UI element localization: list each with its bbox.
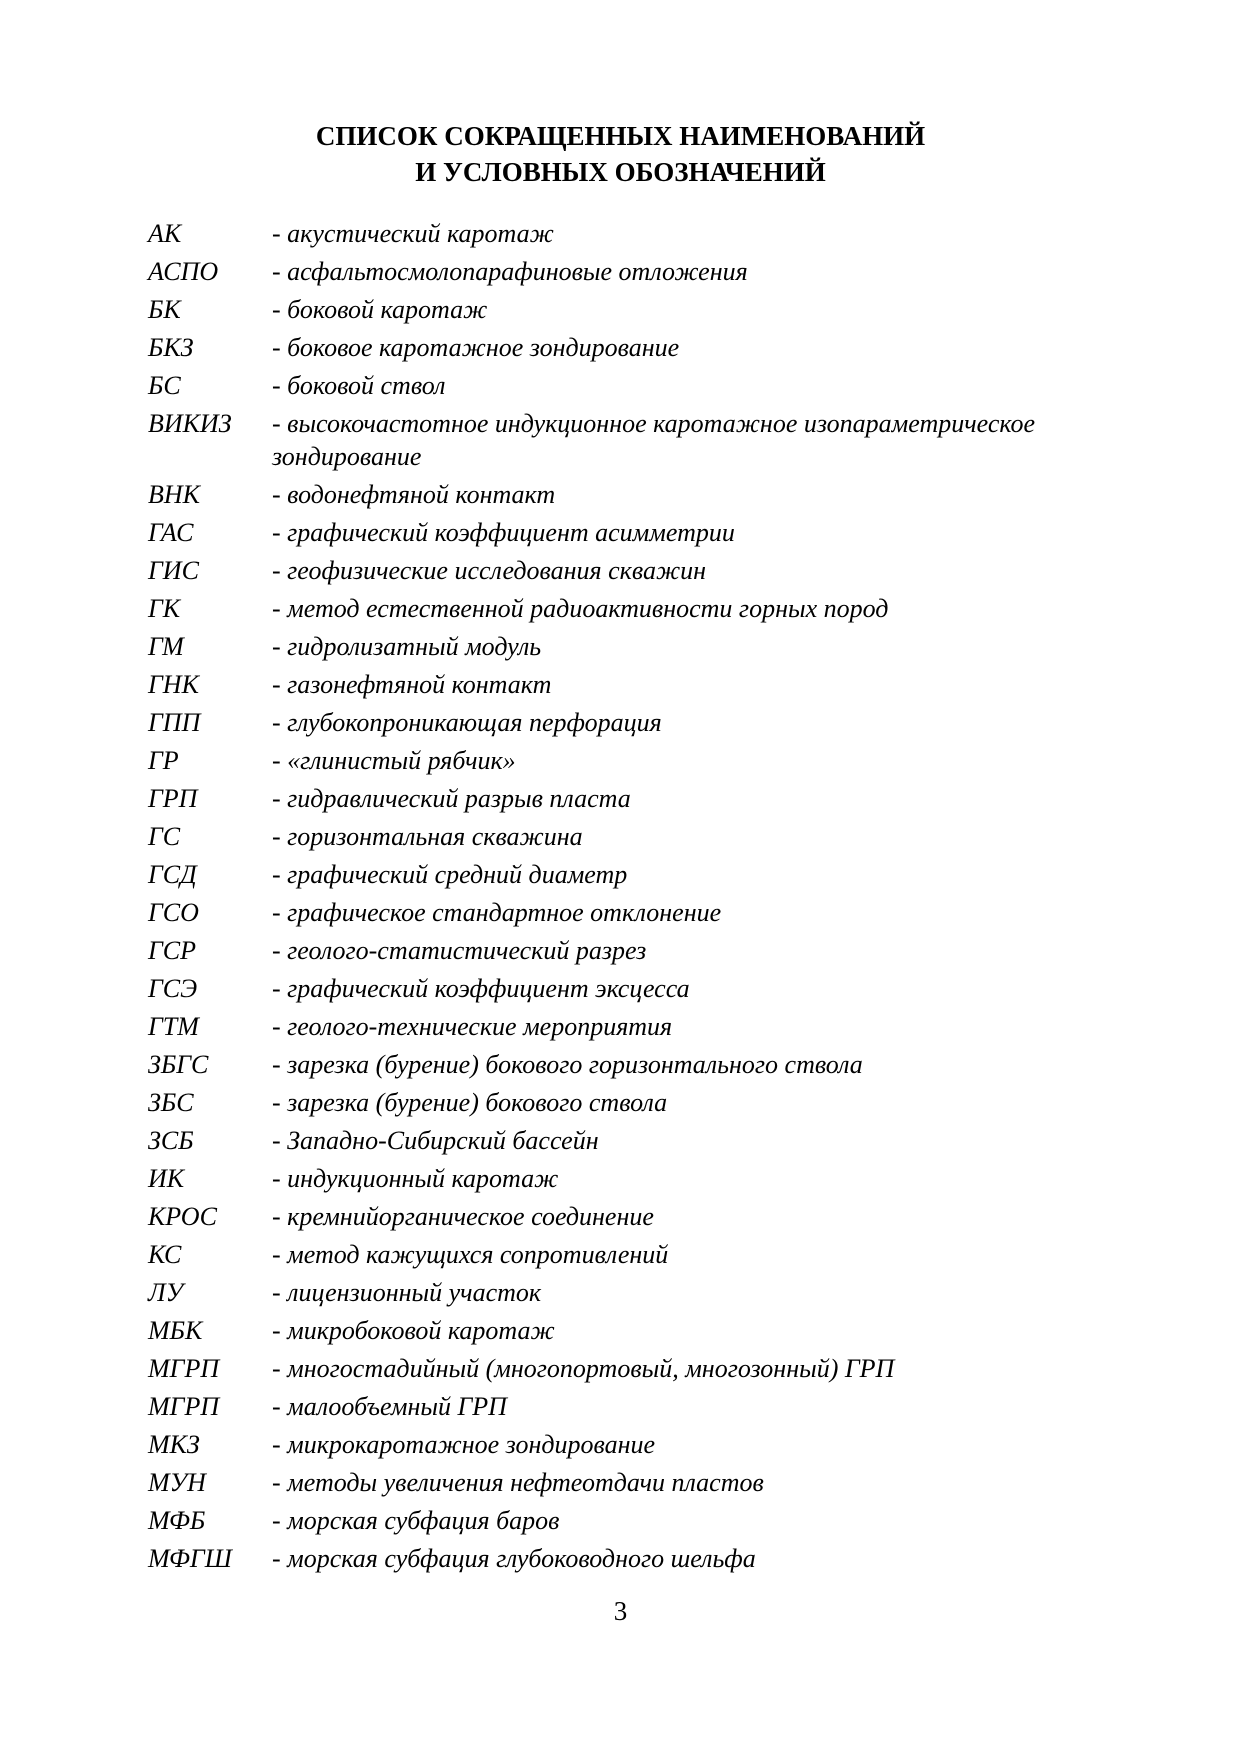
- abbreviation-row: [148, 1314, 1108, 1347]
- abbreviation-term: МУН: [148, 1468, 206, 1497]
- abbreviation-row: [148, 896, 1108, 929]
- abbreviation-definition: - графическое стандартное отклонение: [272, 898, 722, 927]
- abbreviation-term: ЗСБ: [148, 1126, 194, 1155]
- abbreviation-row: [148, 331, 1108, 364]
- abbreviation-term: МБК: [148, 1316, 203, 1345]
- abbreviation-term: ВНК: [148, 480, 200, 509]
- abbreviation-row: [148, 630, 1108, 663]
- abbreviation-row: [148, 369, 1108, 402]
- page-number: 3: [613, 1596, 628, 1626]
- abbreviation-row: [148, 255, 1108, 288]
- abbreviation-row: [148, 1124, 1108, 1157]
- abbreviation-term: ВИКИЗ: [148, 409, 232, 438]
- abbreviation-definition: - боковое каротажное зондирование: [272, 333, 680, 362]
- abbreviation-definition: - геофизические исследования скважин: [272, 556, 707, 585]
- abbreviation-term: ИК: [148, 1164, 185, 1193]
- abbreviation-definition: - акустический каротаж: [272, 219, 554, 248]
- abbreviation-definition: - асфальтосмолопарафиновые отложения: [272, 257, 748, 286]
- abbreviation-definition: - графический средний диаметр: [272, 860, 628, 889]
- abbreviation-term: АСПО: [148, 257, 219, 286]
- abbreviation-definition: - боковой каротаж: [272, 295, 488, 324]
- abbreviation-row: [148, 744, 1108, 777]
- abbreviation-definition: - микробоковой каротаж: [272, 1316, 555, 1345]
- abbreviation-row: [148, 217, 1108, 250]
- abbreviation-row: [148, 1542, 1108, 1575]
- abbreviation-term: ГПП: [148, 708, 201, 737]
- abbreviation-term: ГРП: [148, 784, 198, 813]
- abbreviation-definition: - морская субфация глубоководного шельфа: [272, 1544, 756, 1573]
- abbreviation-row: [148, 1238, 1108, 1271]
- abbreviation-term: ГАС: [148, 518, 194, 547]
- abbreviation-definition: - микрокаротажное зондирование: [272, 1430, 656, 1459]
- abbreviation-definition: - графический коэффициент эксцесса: [272, 974, 690, 1003]
- abbreviation-definition: - «глинистый рябчик»: [272, 746, 516, 775]
- abbreviation-term: БС: [148, 371, 181, 400]
- abbreviation-definition: - водонефтяной контакт: [272, 480, 556, 509]
- abbreviation-row: [148, 1200, 1108, 1233]
- abbreviation-definition: - метод естественной радиоактивности горных пород: [272, 594, 889, 623]
- abbreviation-definition: - многостадийный (многопортовый, многозонный) ГРП: [272, 1354, 895, 1383]
- abbreviation-row: [148, 1010, 1108, 1043]
- abbreviation-definition: - Западно-Сибирский бассейн: [272, 1126, 599, 1155]
- abbreviation-row: [148, 782, 1108, 815]
- abbreviation-list: [148, 217, 1108, 1580]
- abbreviation-row: [148, 820, 1108, 853]
- abbreviation-term: ГК: [148, 594, 181, 623]
- abbreviation-term: МФБ: [148, 1506, 206, 1535]
- abbreviation-term: МГРП: [148, 1354, 220, 1383]
- abbreviation-term: ГСД: [148, 860, 197, 889]
- abbreviation-term: ГС: [148, 822, 181, 851]
- abbreviation-term: МГРП: [148, 1392, 220, 1421]
- abbreviation-term: ГСР: [148, 936, 197, 965]
- abbreviation-term: ЗБС: [148, 1088, 194, 1117]
- abbreviation-definition: - горизонтальная скважина: [272, 822, 583, 851]
- abbreviation-row: [148, 1504, 1108, 1537]
- abbreviation-term: КРОС: [148, 1202, 217, 1231]
- abbreviation-definition: - графический коэффициент асимметрии: [272, 518, 735, 547]
- page-title-line-2: И УСЛОВНЫХ ОБОЗНАЧЕНИЙ: [415, 157, 826, 187]
- abbreviation-row: [148, 934, 1108, 967]
- abbreviation-definition: - индукционный каротаж: [272, 1164, 559, 1193]
- abbreviation-row: [148, 478, 1108, 511]
- abbreviation-definition: - гидролизатный модуль: [272, 632, 542, 661]
- abbreviation-row: [148, 1390, 1108, 1423]
- abbreviation-definition: - высокочастотное индукционное каротажное изопараметрическое зондирование: [272, 409, 1036, 471]
- abbreviation-definition: - морская субфация баров: [272, 1506, 560, 1535]
- abbreviation-row: [148, 1048, 1108, 1081]
- abbreviation-definition: - метод кажущихся сопротивлений: [272, 1240, 669, 1269]
- abbreviation-term: ЗБГС: [148, 1050, 209, 1079]
- abbreviation-term: АК: [148, 219, 182, 248]
- abbreviation-definition: - лицензионный участок: [272, 1278, 542, 1307]
- abbreviation-definition: - глубокопроникающая перфорация: [272, 708, 662, 737]
- abbreviation-term: МКЗ: [148, 1430, 200, 1459]
- abbreviation-row: [148, 972, 1108, 1005]
- page-title-line-1: СПИСОК СОКРАЩЕННЫХ НАИМЕНОВАНИЙ: [315, 121, 926, 151]
- abbreviation-term: ГСО: [148, 898, 199, 927]
- abbreviation-row: [148, 858, 1108, 891]
- abbreviation-row: [148, 516, 1108, 549]
- abbreviation-row: [148, 706, 1108, 739]
- abbreviation-term: ГСЭ: [148, 974, 198, 1003]
- page-title: [0, 118, 1241, 190]
- abbreviation-row: [148, 1276, 1108, 1309]
- abbreviation-definition: - газонефтяной контакт: [272, 670, 552, 699]
- abbreviation-term: ГТМ: [148, 1012, 199, 1041]
- abbreviation-row: [148, 1428, 1108, 1461]
- abbreviation-term: ГР: [148, 746, 179, 775]
- abbreviation-term: ГНК: [148, 670, 199, 699]
- abbreviation-row: [148, 293, 1108, 326]
- abbreviation-term: ГМ: [148, 632, 184, 661]
- abbreviation-definition: - кремнийорганическое соединение: [272, 1202, 654, 1231]
- abbreviation-row: [148, 668, 1108, 701]
- abbreviation-row: [148, 407, 1108, 473]
- abbreviation-row: [148, 554, 1108, 587]
- abbreviation-term: ГИС: [148, 556, 199, 585]
- abbreviation-definition: - методы увеличения нефтеотдачи пластов: [272, 1468, 764, 1497]
- abbreviation-row: [148, 1162, 1108, 1195]
- abbreviation-definition: - геолого-статистический разрез: [272, 936, 647, 965]
- abbreviation-row: [148, 1352, 1108, 1385]
- abbreviation-definition: - гидравлический разрыв пласта: [272, 784, 631, 813]
- abbreviation-term: МФГШ: [148, 1544, 232, 1573]
- abbreviation-definition: - боковой ствол: [272, 371, 446, 400]
- abbreviation-term: БК: [148, 295, 181, 324]
- abbreviation-definition: - малообъемный ГРП: [272, 1392, 507, 1421]
- abbreviation-row: [148, 592, 1108, 625]
- abbreviation-definition: - зарезка (бурение) бокового ствола: [272, 1088, 668, 1117]
- abbreviation-definition: - геолого-технические мероприятия: [272, 1012, 673, 1041]
- abbreviation-term: ЛУ: [148, 1278, 184, 1307]
- abbreviation-row: [148, 1086, 1108, 1119]
- abbreviation-term: БКЗ: [148, 333, 194, 362]
- abbreviation-term: КС: [148, 1240, 182, 1269]
- abbreviation-definition: - зарезка (бурение) бокового горизонтального ствола: [272, 1050, 863, 1079]
- abbreviation-row: [148, 1466, 1108, 1499]
